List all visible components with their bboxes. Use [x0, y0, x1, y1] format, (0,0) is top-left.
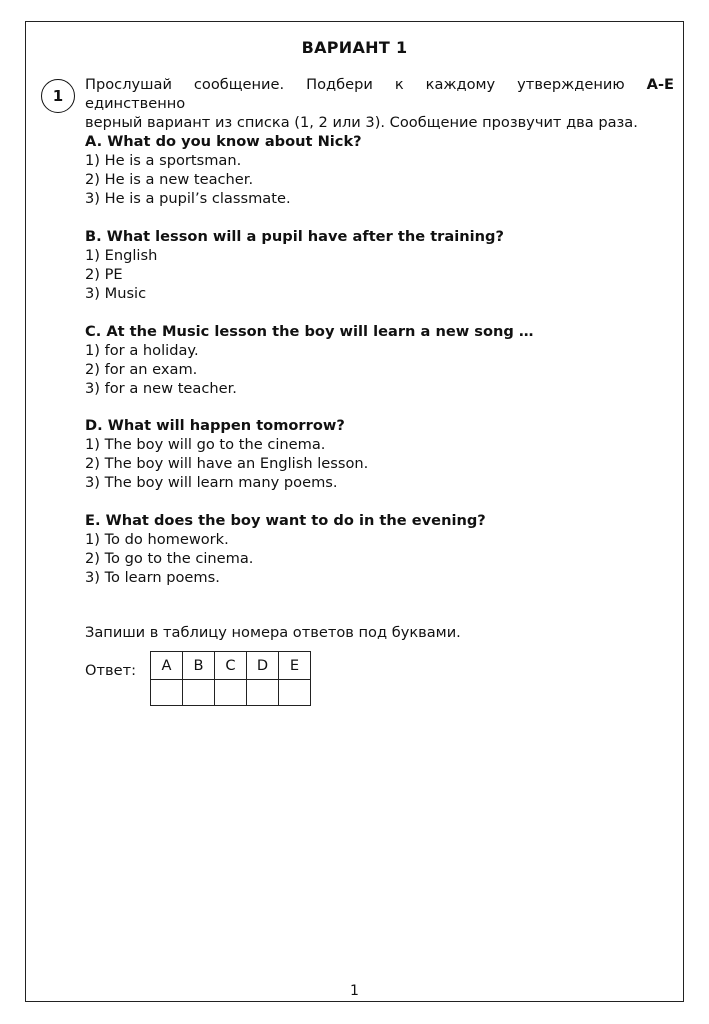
question-heading: D. What will happen tomorrow? [85, 417, 345, 434]
page-number: 1 [350, 983, 359, 999]
question-option: 2) for an exam. [85, 361, 198, 378]
question-a [85, 132, 362, 208]
question-b [85, 227, 504, 303]
answer-cell-b[interactable] [183, 680, 215, 706]
question-option: 1) To do homework. [85, 531, 229, 548]
question-option: 3) He is a pupil’s classmate. [85, 190, 291, 207]
answer-cell-c[interactable] [215, 680, 247, 706]
answer-letter-d: D [247, 652, 279, 680]
question-option: 3) The boy will learn many poems. [85, 474, 338, 491]
answer-cell-a[interactable] [151, 680, 183, 706]
instruction-text-start: Прослушай сообщение. Подбери к каждому утверждению [85, 76, 647, 93]
question-option: 1) The boy will go to the cinema. [85, 436, 326, 453]
question-option: 2) The boy will have an English lesson. [85, 455, 369, 472]
question-option: 3) for a new teacher. [85, 380, 237, 397]
question-option: 2) PE [85, 266, 123, 283]
question-heading: A. What do you know about Nick? [85, 133, 362, 150]
task-instruction [85, 75, 674, 132]
answer-table [150, 651, 311, 706]
question-option: 3) To learn poems. [85, 569, 220, 586]
question-c [85, 322, 534, 398]
answer-letter-b: B [183, 652, 215, 680]
answer-letter-a: A [151, 652, 183, 680]
question-option: 1) for a holiday. [85, 342, 199, 359]
answer-letter-c: C [215, 652, 247, 680]
page-title: ВАРИАНТ 1 [301, 38, 408, 57]
question-heading: C. At the Music lesson the boy will learn a new song … [85, 323, 534, 340]
table-instruction: Запиши в таблицу номера ответов под буквами. [85, 624, 461, 641]
question-option: 2) To go to the cinema. [85, 550, 254, 567]
question-heading: E. What does the boy want to do in the evening? [85, 512, 486, 529]
instruction-letters: A-E [646, 76, 674, 93]
question-option: 1) He is a sportsman. [85, 152, 242, 169]
question-option: 2) He is a new teacher. [85, 171, 254, 188]
task-number-badge: 1 [41, 79, 75, 113]
answer-cell-d[interactable] [247, 680, 279, 706]
instruction-text-end: единственно [85, 95, 186, 112]
instruction-line-2: верный вариант из списка (1, 2 или 3). Сообщение прозвучит два раза. [85, 114, 638, 131]
question-option: 3) Music [85, 285, 147, 302]
question-option: 1) English [85, 247, 158, 264]
answer-cell-e[interactable] [279, 680, 311, 706]
answer-letter-e: E [279, 652, 311, 680]
question-d [85, 416, 368, 492]
question-e [85, 511, 486, 587]
answer-label: Ответ: [85, 662, 136, 679]
question-heading: B. What lesson will a pupil have after the training? [85, 228, 504, 245]
